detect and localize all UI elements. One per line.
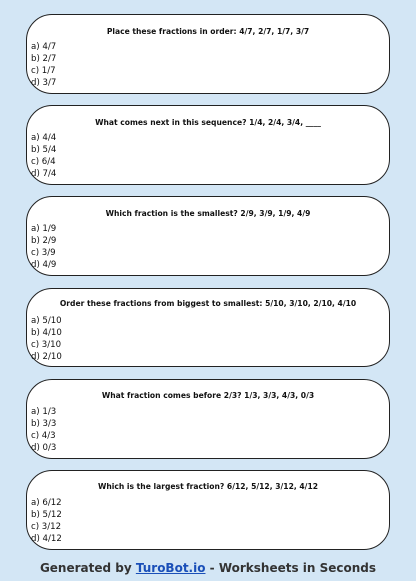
option-b: b) 5/4 bbox=[31, 145, 57, 155]
question-text: Place these fractions in order: 4/7, 2/7, 1/7, 3/7 bbox=[106, 27, 310, 36]
option-b: b) 3/3 bbox=[31, 419, 57, 429]
option-a: a) 4/4 bbox=[31, 133, 57, 143]
turobot-link[interactable]: TuroBot.io bbox=[135, 561, 206, 575]
options-list bbox=[31, 406, 56, 454]
option-a: a) 4/7 bbox=[31, 42, 57, 52]
option-b: b) 5/12 bbox=[31, 510, 62, 520]
option-b: b) 2/9 bbox=[31, 236, 57, 246]
option-c: c) 3/12 bbox=[31, 522, 62, 532]
question-card-4 bbox=[26, 288, 390, 367]
options-list bbox=[31, 132, 56, 180]
question-card-1 bbox=[26, 14, 390, 94]
options-list bbox=[31, 41, 56, 89]
option-c: c) 1/7 bbox=[31, 66, 56, 76]
options-list bbox=[31, 315, 62, 363]
question-card-3 bbox=[26, 196, 390, 276]
question-text: Which fraction is the smallest? 2/9, 3/9, 1/9, 4/9 bbox=[105, 209, 311, 218]
footer-prefix: Generated by bbox=[39, 561, 136, 575]
option-a: a) 5/10 bbox=[31, 316, 62, 326]
option-a: a) 1/3 bbox=[31, 407, 57, 417]
options-list bbox=[31, 497, 62, 545]
question-text: What comes next in this sequence? 1/4, 2/4, 3/4, ____ bbox=[95, 118, 321, 127]
options-list bbox=[31, 223, 56, 271]
option-b: b) 2/7 bbox=[31, 54, 57, 64]
option-d: d) 0/3 bbox=[31, 443, 57, 453]
question-text: What fraction comes before 2/3? 1/3, 3/3, 4/3, 0/3 bbox=[101, 391, 315, 400]
question-text: Which is the largest fraction? 6/12, 5/12, 3/12, 4/12 bbox=[97, 482, 319, 491]
option-b: b) 4/10 bbox=[31, 328, 62, 338]
question-text: Order these fractions from biggest to smallest: 5/10, 3/10, 2/10, 4/10 bbox=[59, 299, 357, 308]
footer bbox=[0, 561, 416, 575]
question-card-2 bbox=[26, 105, 390, 185]
question-card-5 bbox=[26, 379, 390, 459]
option-c: c) 3/9 bbox=[31, 248, 56, 258]
option-c: c) 4/3 bbox=[31, 431, 56, 441]
option-a: a) 1/9 bbox=[31, 224, 57, 234]
option-c: c) 3/10 bbox=[31, 340, 62, 350]
option-d: d) 4/12 bbox=[31, 534, 62, 544]
option-d: d) 2/10 bbox=[31, 352, 62, 362]
question-card-6 bbox=[26, 470, 390, 550]
option-c: c) 6/4 bbox=[31, 157, 56, 167]
option-d: d) 3/7 bbox=[31, 78, 57, 88]
footer-suffix: - Worksheets in Seconds bbox=[205, 561, 377, 575]
option-a: a) 6/12 bbox=[31, 498, 62, 508]
option-d: d) 4/9 bbox=[31, 260, 57, 270]
option-d: d) 7/4 bbox=[31, 169, 57, 179]
